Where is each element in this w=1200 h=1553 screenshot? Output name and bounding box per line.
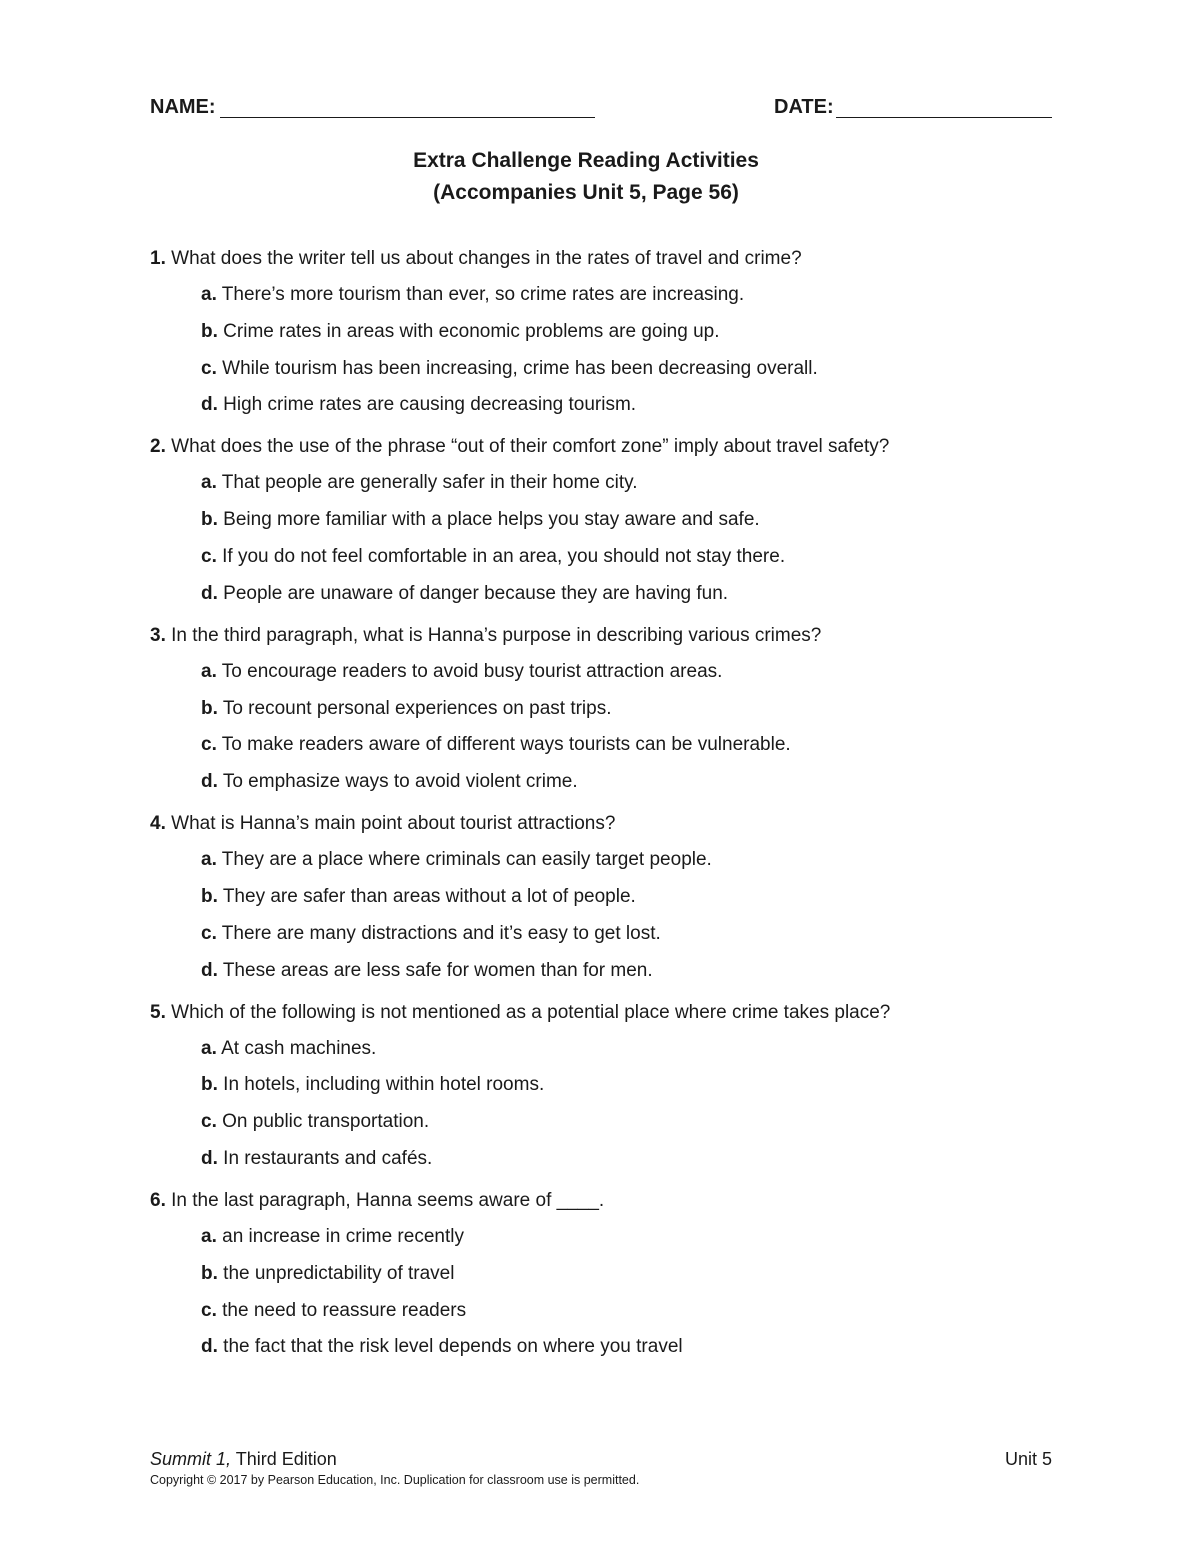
- question-stem: [150, 434, 1050, 460]
- option-letter: a.: [201, 1037, 217, 1059]
- answer-option: [201, 1224, 1050, 1250]
- answer-option: [201, 1109, 1050, 1135]
- option-text: That people are generally safer in their home city.: [221, 472, 638, 494]
- option-text: These areas are less safe for women than for men.: [222, 959, 653, 981]
- question-text: What is Hanna’s main point about tourist attractions?: [171, 813, 616, 835]
- question-stem: [150, 246, 1050, 272]
- question-6: [150, 1188, 1050, 1360]
- option-letter: a.: [201, 472, 217, 494]
- option-text: To recount personal experiences on past trips.: [222, 697, 612, 719]
- answer-option: [201, 282, 1050, 308]
- option-text: Being more familiar with a place helps you stay aware and safe.: [223, 509, 760, 531]
- question-number: 6.: [150, 1189, 166, 1211]
- option-text: At cash machines.: [221, 1037, 377, 1059]
- answer-option: [201, 732, 1050, 758]
- question-stem: [150, 623, 1050, 649]
- option-text: the need to reassure readers: [222, 1299, 467, 1321]
- option-text: the unpredictability of travel: [223, 1262, 455, 1284]
- question-stem: [150, 1000, 1050, 1026]
- answer-option: [201, 659, 1050, 685]
- book-edition: Third Edition: [231, 1449, 337, 1469]
- option-letter: c.: [201, 1299, 217, 1321]
- answer-option: [201, 544, 1050, 570]
- book-name: Summit 1,: [150, 1449, 232, 1469]
- option-letter: d.: [201, 582, 218, 604]
- answer-option: [201, 1036, 1050, 1062]
- answer-option: [201, 581, 1050, 607]
- option-text: If you do not feel comfortable in an area, you should not stay there.: [222, 545, 786, 567]
- answer-option: [201, 319, 1050, 345]
- option-text: To make readers aware of different ways tourists can be vulnerable.: [221, 734, 791, 756]
- answer-option: [201, 1261, 1050, 1287]
- question-number: 5.: [150, 1001, 166, 1023]
- book-title: [150, 1447, 337, 1471]
- question-text: In the third paragraph, what is Hanna’s purpose in describing various crimes?: [171, 624, 822, 646]
- option-letter: d.: [201, 959, 218, 981]
- question-text: Which of the following is not mentioned as a potential place where crime takes place?: [171, 1001, 891, 1023]
- option-letter: b.: [201, 697, 218, 719]
- question-text: In the last paragraph, Hanna seems aware of ____.: [171, 1189, 605, 1211]
- option-letter: c.: [201, 734, 217, 756]
- option-text: In restaurants and cafés.: [223, 1147, 433, 1169]
- copyright-notice: Copyright © 2017 by Pearson Education, Inc. Duplication for classroom use is permitted.: [150, 1473, 640, 1487]
- option-letter: b.: [201, 509, 218, 531]
- option-text: High crime rates are causing decreasing tourism.: [223, 394, 637, 416]
- option-text: To emphasize ways to avoid violent crime.: [222, 771, 578, 793]
- question-list: [150, 246, 1050, 1376]
- option-letter: a.: [201, 284, 217, 305]
- answer-option: [201, 507, 1050, 533]
- answer-option: [201, 958, 1050, 984]
- option-letter: a.: [201, 660, 217, 682]
- answer-option: [201, 847, 1050, 873]
- unit-label: Unit 5: [1004, 1449, 1052, 1469]
- option-letter: b.: [201, 1262, 218, 1284]
- option-text: There’s more tourism than ever, so crime rates are increasing.: [221, 284, 745, 305]
- date-blank-line: [836, 117, 1052, 118]
- title-line-1: Extra Challenge Reading Activities: [413, 149, 759, 172]
- option-text: People are unaware of danger because they are having fun.: [223, 582, 729, 604]
- name-label: NAME:: [150, 96, 216, 118]
- answer-option: [201, 470, 1050, 496]
- question-number: 3.: [150, 624, 166, 646]
- answer-option: [201, 392, 1050, 418]
- option-text: an increase in crime recently: [222, 1225, 464, 1247]
- option-letter: a.: [201, 1225, 217, 1247]
- option-text: In hotels, including within hotel rooms.: [223, 1074, 545, 1096]
- option-letter: b.: [201, 320, 218, 342]
- option-text: the fact that the risk level depends on where you travel: [223, 1336, 683, 1358]
- date-label: DATE:: [774, 96, 834, 118]
- question-5: [150, 1000, 1050, 1172]
- question-4: [150, 811, 1050, 983]
- option-text: On public transportation.: [222, 1111, 430, 1133]
- answer-option: [201, 356, 1050, 382]
- option-letter: d.: [201, 771, 218, 793]
- option-letter: d.: [201, 1147, 218, 1169]
- option-letter: b.: [201, 885, 218, 907]
- option-letter: c.: [201, 357, 217, 379]
- answer-option: [201, 1334, 1050, 1360]
- option-text: Crime rates in areas with economic problems are going up.: [223, 320, 720, 342]
- option-letter: c.: [201, 1111, 217, 1133]
- answer-option: [201, 884, 1050, 910]
- question-2: [150, 434, 1050, 606]
- page-footer: [150, 1447, 1052, 1507]
- header-row: [150, 94, 1052, 124]
- question-text: What does the use of the phrase “out of their comfort zone” imply about travel safety?: [171, 436, 890, 458]
- name-blank-line: [220, 117, 595, 118]
- answer-option: [201, 696, 1050, 722]
- question-text: What does the writer tell us about changes in the rates of travel and crime?: [171, 248, 802, 269]
- answer-option: [201, 769, 1050, 795]
- question-3: [150, 623, 1050, 795]
- question-stem: [150, 1188, 1050, 1214]
- option-letter: a.: [201, 849, 217, 871]
- option-letter: d.: [201, 394, 218, 416]
- option-text: They are safer than areas without a lot of people.: [222, 885, 636, 907]
- option-text: They are a place where criminals can easily target people.: [221, 849, 712, 871]
- question-1: [150, 246, 1050, 418]
- option-letter: c.: [201, 922, 217, 944]
- answer-option: [201, 1298, 1050, 1324]
- title-line-2: (Accompanies Unit 5, Page 56): [433, 181, 739, 204]
- option-letter: d.: [201, 1336, 218, 1358]
- answer-option: [201, 921, 1050, 947]
- option-text: There are many distractions and it’s easy to get lost.: [221, 922, 661, 944]
- question-number: 2.: [150, 436, 166, 458]
- question-stem: [150, 811, 1050, 837]
- option-text: To encourage readers to avoid busy tourist attraction areas.: [221, 660, 723, 682]
- answer-option: [201, 1072, 1050, 1098]
- question-number: 1.: [150, 248, 166, 269]
- answer-option: [201, 1146, 1050, 1172]
- question-number: 4.: [150, 813, 166, 835]
- option-text: While tourism has been increasing, crime has been decreasing overall.: [222, 357, 818, 379]
- worksheet-title: [0, 145, 1172, 209]
- option-letter: c.: [201, 545, 217, 567]
- option-letter: b.: [201, 1074, 218, 1096]
